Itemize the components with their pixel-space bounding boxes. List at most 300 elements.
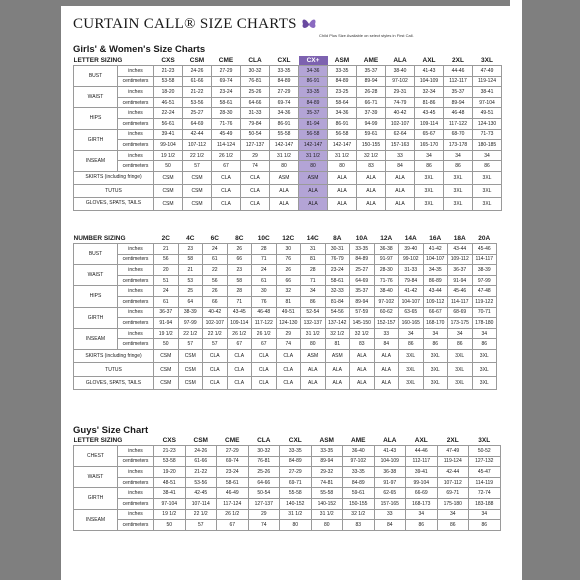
size-value-cell: CLA — [203, 349, 228, 363]
table-row — [74, 254, 497, 265]
size-value-cell: 66-67 — [423, 307, 448, 318]
size-value-cell: 22 — [203, 265, 228, 276]
size-value-cell: 58-61 — [217, 477, 249, 488]
size-column-header: 14C — [306, 235, 319, 242]
size-value-cell: 42-45 — [185, 488, 217, 499]
size-value-cell: 21-23 — [154, 66, 183, 77]
size-value-cell: 30-32 — [241, 66, 270, 77]
size-value-cell: 80 — [299, 161, 328, 172]
size-value-cell: 79-84 — [399, 275, 424, 286]
size-value-cell: 40-42 — [386, 108, 415, 119]
size-value-cell: 86 — [448, 339, 473, 350]
size-column-header: CSM — [189, 57, 205, 64]
size-value-cell: 173-175 — [448, 318, 473, 329]
size-value-cell: 33-35 — [328, 66, 357, 77]
size-value-cell: 150-155 — [357, 140, 386, 151]
size-value-cell: CLA — [212, 197, 241, 210]
size-value-cell: 23-24 — [212, 87, 241, 98]
size-value-cell: 38-39 — [472, 265, 497, 276]
size-value-cell: 25-27 — [350, 265, 375, 276]
size-column-header: ALA — [383, 437, 397, 444]
unit-label: inches — [118, 286, 154, 297]
size-value-cell: 58-64 — [328, 97, 357, 108]
size-value-cell: 102-107 — [386, 118, 415, 129]
size-column-header: 3XL — [478, 437, 491, 444]
size-value-cell: CLA — [227, 349, 252, 363]
size-column-header: 10C — [257, 235, 270, 242]
size-value-cell: 127-137 — [248, 498, 280, 509]
measurement-label: HIPS — [74, 286, 118, 307]
size-value-cell: ALA — [357, 197, 386, 210]
size-column-header: AXL — [422, 57, 436, 64]
size-value-cell: 114-124 — [212, 140, 241, 151]
size-value-cell: CSM — [154, 363, 179, 377]
unit-label: centimeters — [118, 296, 154, 307]
size-value-cell: 97-104 — [473, 97, 502, 108]
size-value-cell: 97-102 — [343, 456, 375, 467]
size-value-cell: 33-35 — [343, 467, 375, 478]
size-value-cell: ALA — [301, 363, 326, 377]
size-value-cell: 67 — [252, 339, 277, 350]
size-value-cell: 80 — [328, 161, 357, 172]
size-value-cell: 3XL — [399, 363, 424, 377]
size-value-cell: 26 — [276, 265, 301, 276]
sizing-type-label: LETTER SIZING — [73, 57, 123, 64]
size-value-cell: 68-70 — [444, 129, 473, 140]
table-row — [74, 108, 502, 119]
size-value-cell: 21 — [178, 265, 203, 276]
table-row — [74, 97, 502, 108]
size-value-cell: 109-114 — [227, 318, 252, 329]
size-value-cell: ALA — [328, 197, 357, 210]
size-value-cell: 117-122 — [444, 118, 473, 129]
size-value-cell: 112-117 — [406, 456, 438, 467]
size-value-cell: CLA — [241, 184, 270, 197]
size-value-cell: 81 — [301, 254, 326, 265]
size-value-cell: 26 1/2 — [227, 328, 252, 339]
size-value-cell: 99-102 — [399, 254, 424, 265]
size-value-cell: 38-39 — [178, 307, 203, 318]
size-value-cell: ALA — [386, 197, 415, 210]
girls-letter-size-table — [73, 56, 502, 211]
size-value-cell: 34-35 — [423, 265, 448, 276]
size-value-cell: 104-107 — [423, 254, 448, 265]
size-value-cell: 31 1/2 — [311, 509, 343, 520]
size-value-cell: 81 — [325, 339, 350, 350]
size-value-cell: 86-91 — [328, 118, 357, 129]
size-value-cell: 34 — [437, 509, 469, 520]
size-column-header: 6C — [210, 235, 219, 242]
unit-label: centimeters — [118, 477, 154, 488]
size-value-cell: 114-117 — [448, 296, 473, 307]
size-value-cell: 29-31 — [386, 87, 415, 98]
size-value-cell: CLA — [203, 363, 228, 377]
size-value-cell: 97-102 — [374, 296, 399, 307]
size-value-cell: 39-41 — [406, 467, 438, 478]
size-value-cell: 84 — [374, 339, 399, 350]
unit-label: inches — [118, 467, 154, 478]
size-value-cell: 34-36 — [299, 66, 328, 77]
size-chart-sheet — [61, 6, 510, 580]
size-value-cell: 3XL — [444, 197, 473, 210]
table-row — [74, 363, 497, 377]
size-value-cell: CLA — [241, 197, 270, 210]
size-column-header: ALA — [393, 57, 407, 64]
measurement-label: WAIST — [74, 87, 118, 108]
size-value-cell: 22 1/2 — [185, 509, 217, 520]
table-row — [74, 171, 502, 184]
size-value-cell: 34 — [469, 509, 501, 520]
size-value-cell: 43-44 — [423, 286, 448, 297]
size-value-cell: CSM — [183, 171, 212, 184]
size-value-cell: 26-28 — [357, 87, 386, 98]
size-value-cell: 59-61 — [357, 129, 386, 140]
size-value-cell: 67 — [227, 339, 252, 350]
size-value-cell: 109-112 — [448, 254, 473, 265]
measurement-label: GIRTH — [74, 129, 118, 150]
size-value-cell: 173-178 — [444, 140, 473, 151]
size-value-cell: ALA — [299, 197, 328, 210]
number-size-table — [73, 234, 497, 390]
size-value-cell: 86 — [399, 339, 424, 350]
size-value-cell: 62-64 — [386, 129, 415, 140]
size-value-cell: 50-54 — [241, 129, 270, 140]
size-value-cell: 19 1/2 — [154, 150, 183, 161]
size-value-cell: ALA — [328, 184, 357, 197]
size-value-cell: 25-27 — [183, 108, 212, 119]
size-value-cell: 114-117 — [472, 254, 497, 265]
table-row — [74, 66, 502, 77]
size-value-cell: 132-137 — [301, 318, 326, 329]
size-value-cell: 84-89 — [299, 97, 328, 108]
size-value-cell: 33-35 — [299, 87, 328, 98]
size-value-cell: 23-24 — [217, 467, 249, 478]
size-value-cell: 37-39 — [357, 108, 386, 119]
size-value-cell: 46-48 — [252, 307, 277, 318]
size-value-cell: 89-94 — [444, 97, 473, 108]
size-value-cell: 23-25 — [328, 87, 357, 98]
size-value-cell: 157-165 — [374, 498, 406, 509]
size-value-cell: 112-117 — [444, 76, 473, 87]
size-value-cell: 26 1/2 — [217, 509, 249, 520]
size-value-cell: 3XL — [472, 349, 497, 363]
size-value-cell: 83 — [357, 161, 386, 172]
size-value-cell: 28 — [252, 244, 277, 255]
size-value-cell: 140-152 — [280, 498, 312, 509]
size-value-cell: 23 — [178, 244, 203, 255]
size-column-header: 16A — [429, 235, 442, 242]
size-value-cell: 64-66 — [248, 477, 280, 488]
size-value-cell: 107-112 — [183, 140, 212, 151]
size-value-cell: 109-114 — [415, 118, 444, 129]
size-value-cell: 61-66 — [183, 76, 212, 87]
size-value-cell: 29-32 — [311, 467, 343, 478]
size-value-cell: 35-37 — [357, 66, 386, 77]
size-column-header: 14A — [404, 235, 417, 242]
size-value-cell: 81-86 — [415, 97, 444, 108]
size-value-cell: 33 — [374, 509, 406, 520]
size-value-cell: 32-33 — [325, 286, 350, 297]
measurement-label: BUST — [74, 244, 118, 265]
size-value-cell: 64-69 — [183, 118, 212, 129]
size-value-cell: 24-26 — [185, 446, 217, 457]
size-value-cell: 40-42 — [203, 307, 228, 318]
size-value-cell: 71 — [301, 275, 326, 286]
size-value-cell: 142-147 — [270, 140, 299, 151]
size-column-header: 18A — [453, 235, 466, 242]
unit-label: centimeters — [118, 76, 154, 87]
size-value-cell: 34 — [399, 328, 424, 339]
size-value-cell: 71 — [227, 296, 252, 307]
size-value-cell: 36-40 — [343, 446, 375, 457]
size-value-cell: 26 1/2 — [252, 328, 277, 339]
size-value-cell: CSM — [154, 349, 179, 363]
size-value-cell: ALA — [270, 184, 299, 197]
size-value-cell: 142-147 — [328, 140, 357, 151]
size-value-cell: 74 — [241, 161, 270, 172]
size-value-cell: 34-36 — [328, 108, 357, 119]
size-value-cell: 26 1/2 — [212, 150, 241, 161]
size-value-cell: 44-46 — [444, 66, 473, 77]
size-value-cell: 66-69 — [406, 488, 438, 499]
size-value-cell: 28-30 — [212, 108, 241, 119]
size-value-cell: 81 — [276, 296, 301, 307]
table-row — [74, 349, 497, 363]
unit-label: centimeters — [118, 97, 154, 108]
unit-label: centimeters — [118, 498, 154, 509]
size-value-cell: CSM — [178, 349, 203, 363]
size-value-cell: ALA — [299, 184, 328, 197]
unit-label: centimeters — [118, 456, 154, 467]
size-value-cell: 117-124 — [217, 498, 249, 509]
unit-label: centimeters — [118, 118, 154, 129]
size-value-cell: 30 — [276, 244, 301, 255]
size-value-cell: 48-51 — [154, 477, 186, 488]
size-value-cell: 32-34 — [415, 87, 444, 98]
unit-label: centimeters — [118, 520, 154, 531]
size-value-cell: ALA — [374, 363, 399, 377]
size-value-cell: 31 1/2 — [299, 150, 328, 161]
size-value-cell: 89-94 — [311, 456, 343, 467]
size-value-cell: 43-45 — [415, 108, 444, 119]
size-value-cell: 178-180 — [472, 318, 497, 329]
table-row — [74, 197, 502, 210]
size-value-cell: 127-137 — [241, 140, 270, 151]
size-value-cell: 45-46 — [472, 244, 497, 255]
measurement-label: TUTUS — [74, 184, 154, 197]
size-value-cell: CSM — [183, 197, 212, 210]
size-value-cell: 63-65 — [399, 307, 424, 318]
size-value-cell: 39-40 — [399, 244, 424, 255]
size-value-cell: 183-188 — [469, 498, 501, 509]
table-row — [74, 456, 501, 467]
size-value-cell: 157-163 — [386, 140, 415, 151]
size-value-cell: 24 — [203, 244, 228, 255]
size-column-header: ASM — [334, 57, 350, 64]
size-value-cell: 31-33 — [241, 108, 270, 119]
measurement-label: CHEST — [74, 446, 118, 467]
size-value-cell: 36-37 — [154, 307, 179, 318]
table-row — [74, 140, 502, 151]
page-title: CURTAIN CALL® SIZE CHARTS — [73, 16, 297, 32]
size-value-cell: 22-24 — [154, 108, 183, 119]
size-value-cell: 21-22 — [183, 87, 212, 98]
size-value-cell: 72-74 — [469, 488, 501, 499]
size-value-cell: 33-35 — [350, 244, 375, 255]
unit-label: centimeters — [118, 161, 154, 172]
size-value-cell: 57-59 — [350, 307, 375, 318]
size-column-header: 2XL — [446, 437, 459, 444]
size-value-cell: 84-89 — [328, 76, 357, 87]
size-value-cell: 102-107 — [203, 318, 228, 329]
size-value-cell: 22 1/2 — [178, 328, 203, 339]
size-value-cell: 27-29 — [212, 66, 241, 77]
size-value-cell: CLA — [241, 171, 270, 184]
unit-label: centimeters — [118, 318, 154, 329]
size-value-cell: 71-76 — [374, 275, 399, 286]
size-value-cell: 66 — [276, 275, 301, 286]
size-column-header: 12C — [282, 235, 295, 242]
size-value-cell: 86 — [469, 520, 501, 531]
size-value-cell: 34 — [415, 150, 444, 161]
size-value-cell: ALA — [386, 184, 415, 197]
size-value-cell: ALA — [357, 184, 386, 197]
size-value-cell: 34 — [472, 328, 497, 339]
size-column-header: 8C — [235, 235, 244, 242]
size-value-cell: 34 — [301, 286, 326, 297]
size-value-cell: 61 — [203, 254, 228, 265]
table-row — [74, 376, 497, 390]
unit-label: inches — [118, 265, 154, 276]
size-value-cell: 32 1/2 — [325, 328, 350, 339]
size-value-cell: 34 — [448, 328, 473, 339]
size-value-cell: 28-30 — [374, 265, 399, 276]
size-value-cell: 91-94 — [448, 275, 473, 286]
size-value-cell: 50 — [154, 520, 186, 531]
size-value-cell: 152-157 — [374, 318, 399, 329]
size-value-cell: ASM — [299, 171, 328, 184]
size-value-cell: 61 — [252, 275, 277, 286]
size-value-cell: 33 — [386, 150, 415, 161]
table-row — [74, 150, 502, 161]
size-value-cell: 38-41 — [154, 488, 186, 499]
size-value-cell: ALA — [350, 363, 375, 377]
girls-section-title: Girls' & Women's Size Charts — [73, 44, 206, 55]
size-value-cell: 76 — [276, 254, 301, 265]
table-row — [74, 118, 502, 129]
size-value-cell: 3XL — [448, 349, 473, 363]
table-row — [74, 161, 502, 172]
unit-label: inches — [118, 87, 154, 98]
size-value-cell: 42-44 — [183, 129, 212, 140]
size-value-cell: CLA — [203, 376, 228, 390]
size-value-cell: 33-35 — [280, 446, 312, 457]
size-value-cell: 3XL — [444, 171, 473, 184]
size-value-cell: 84-89 — [270, 76, 299, 87]
size-value-cell: 19 1/2 — [154, 328, 179, 339]
size-value-cell: 38-40 — [386, 66, 415, 77]
size-value-cell: 3XL — [473, 197, 502, 210]
table-row — [74, 307, 497, 318]
size-value-cell: CLA — [252, 363, 277, 377]
size-value-cell: 32 1/2 — [350, 328, 375, 339]
size-value-cell: 84 — [386, 161, 415, 172]
size-value-cell: 3XL — [415, 197, 444, 210]
size-value-cell: 55-58 — [270, 129, 299, 140]
size-value-cell: 57 — [178, 339, 203, 350]
size-value-cell: 57 — [203, 339, 228, 350]
size-value-cell: 104-109 — [415, 76, 444, 87]
size-value-cell: 34-36 — [270, 108, 299, 119]
size-value-cell: 124-130 — [276, 318, 301, 329]
table-row — [74, 520, 501, 531]
measurement-label: WAIST — [74, 265, 118, 286]
size-value-cell: 86 — [415, 161, 444, 172]
size-value-cell: 25-26 — [248, 467, 280, 478]
size-value-cell: 86 — [472, 339, 497, 350]
size-value-cell: 71-73 — [473, 129, 502, 140]
size-value-cell: 51 — [154, 275, 179, 286]
size-value-cell: 54-56 — [325, 307, 350, 318]
size-value-cell: 94-99 — [357, 118, 386, 129]
size-value-cell: 86 — [473, 161, 502, 172]
size-value-cell: 38-41 — [473, 87, 502, 98]
size-value-cell: 53-58 — [154, 456, 186, 467]
size-value-cell: 29 — [276, 328, 301, 339]
unit-label: inches — [118, 108, 154, 119]
size-column-header: AXL — [414, 437, 428, 444]
size-value-cell: 19-20 — [154, 467, 186, 478]
size-value-cell: 33 — [374, 328, 399, 339]
table-row — [74, 76, 502, 87]
size-value-cell: 34 — [406, 509, 438, 520]
size-value-cell: 47-48 — [472, 286, 497, 297]
measurement-label: TUTUS — [74, 363, 154, 377]
size-value-cell: 76-81 — [241, 76, 270, 87]
size-value-cell: 58-61 — [325, 275, 350, 286]
unit-label: centimeters — [118, 140, 154, 151]
size-value-cell: 46-48 — [444, 108, 473, 119]
size-value-cell: 69-71 — [280, 477, 312, 488]
size-value-cell: 84-89 — [350, 254, 375, 265]
size-value-cell: 33-35 — [311, 446, 343, 457]
size-value-cell: 91-94 — [154, 318, 179, 329]
sizing-type-label: NUMBER SIZING — [73, 235, 126, 242]
size-value-cell: 86-91 — [299, 76, 328, 87]
size-value-cell: 84-89 — [343, 477, 375, 488]
size-value-cell: 58-61 — [212, 97, 241, 108]
size-value-cell: 71 — [252, 254, 277, 265]
size-value-cell: 70-71 — [472, 307, 497, 318]
size-value-cell: ALA — [301, 376, 326, 390]
size-value-cell: 165-170 — [415, 140, 444, 151]
size-value-cell: ALA — [357, 171, 386, 184]
size-column-header: 2C — [161, 235, 170, 242]
measurement-label: SKIRTS (including fringe) — [74, 171, 154, 184]
table-row — [74, 339, 497, 350]
size-value-cell: CLA — [212, 184, 241, 197]
size-value-cell: 84-89 — [280, 456, 312, 467]
size-value-cell: 22 1/2 — [203, 328, 228, 339]
plus-size-note: Child Plus Size Available on select styles in First Call. — [319, 33, 414, 38]
size-value-cell: ASM — [325, 349, 350, 363]
size-column-header: CME — [225, 437, 240, 444]
size-value-cell: CSM — [178, 363, 203, 377]
size-value-cell: 56-61 — [154, 118, 183, 129]
size-value-cell: 3XL — [472, 363, 497, 377]
size-value-cell: 66 — [227, 254, 252, 265]
size-value-cell: 117-122 — [252, 318, 277, 329]
